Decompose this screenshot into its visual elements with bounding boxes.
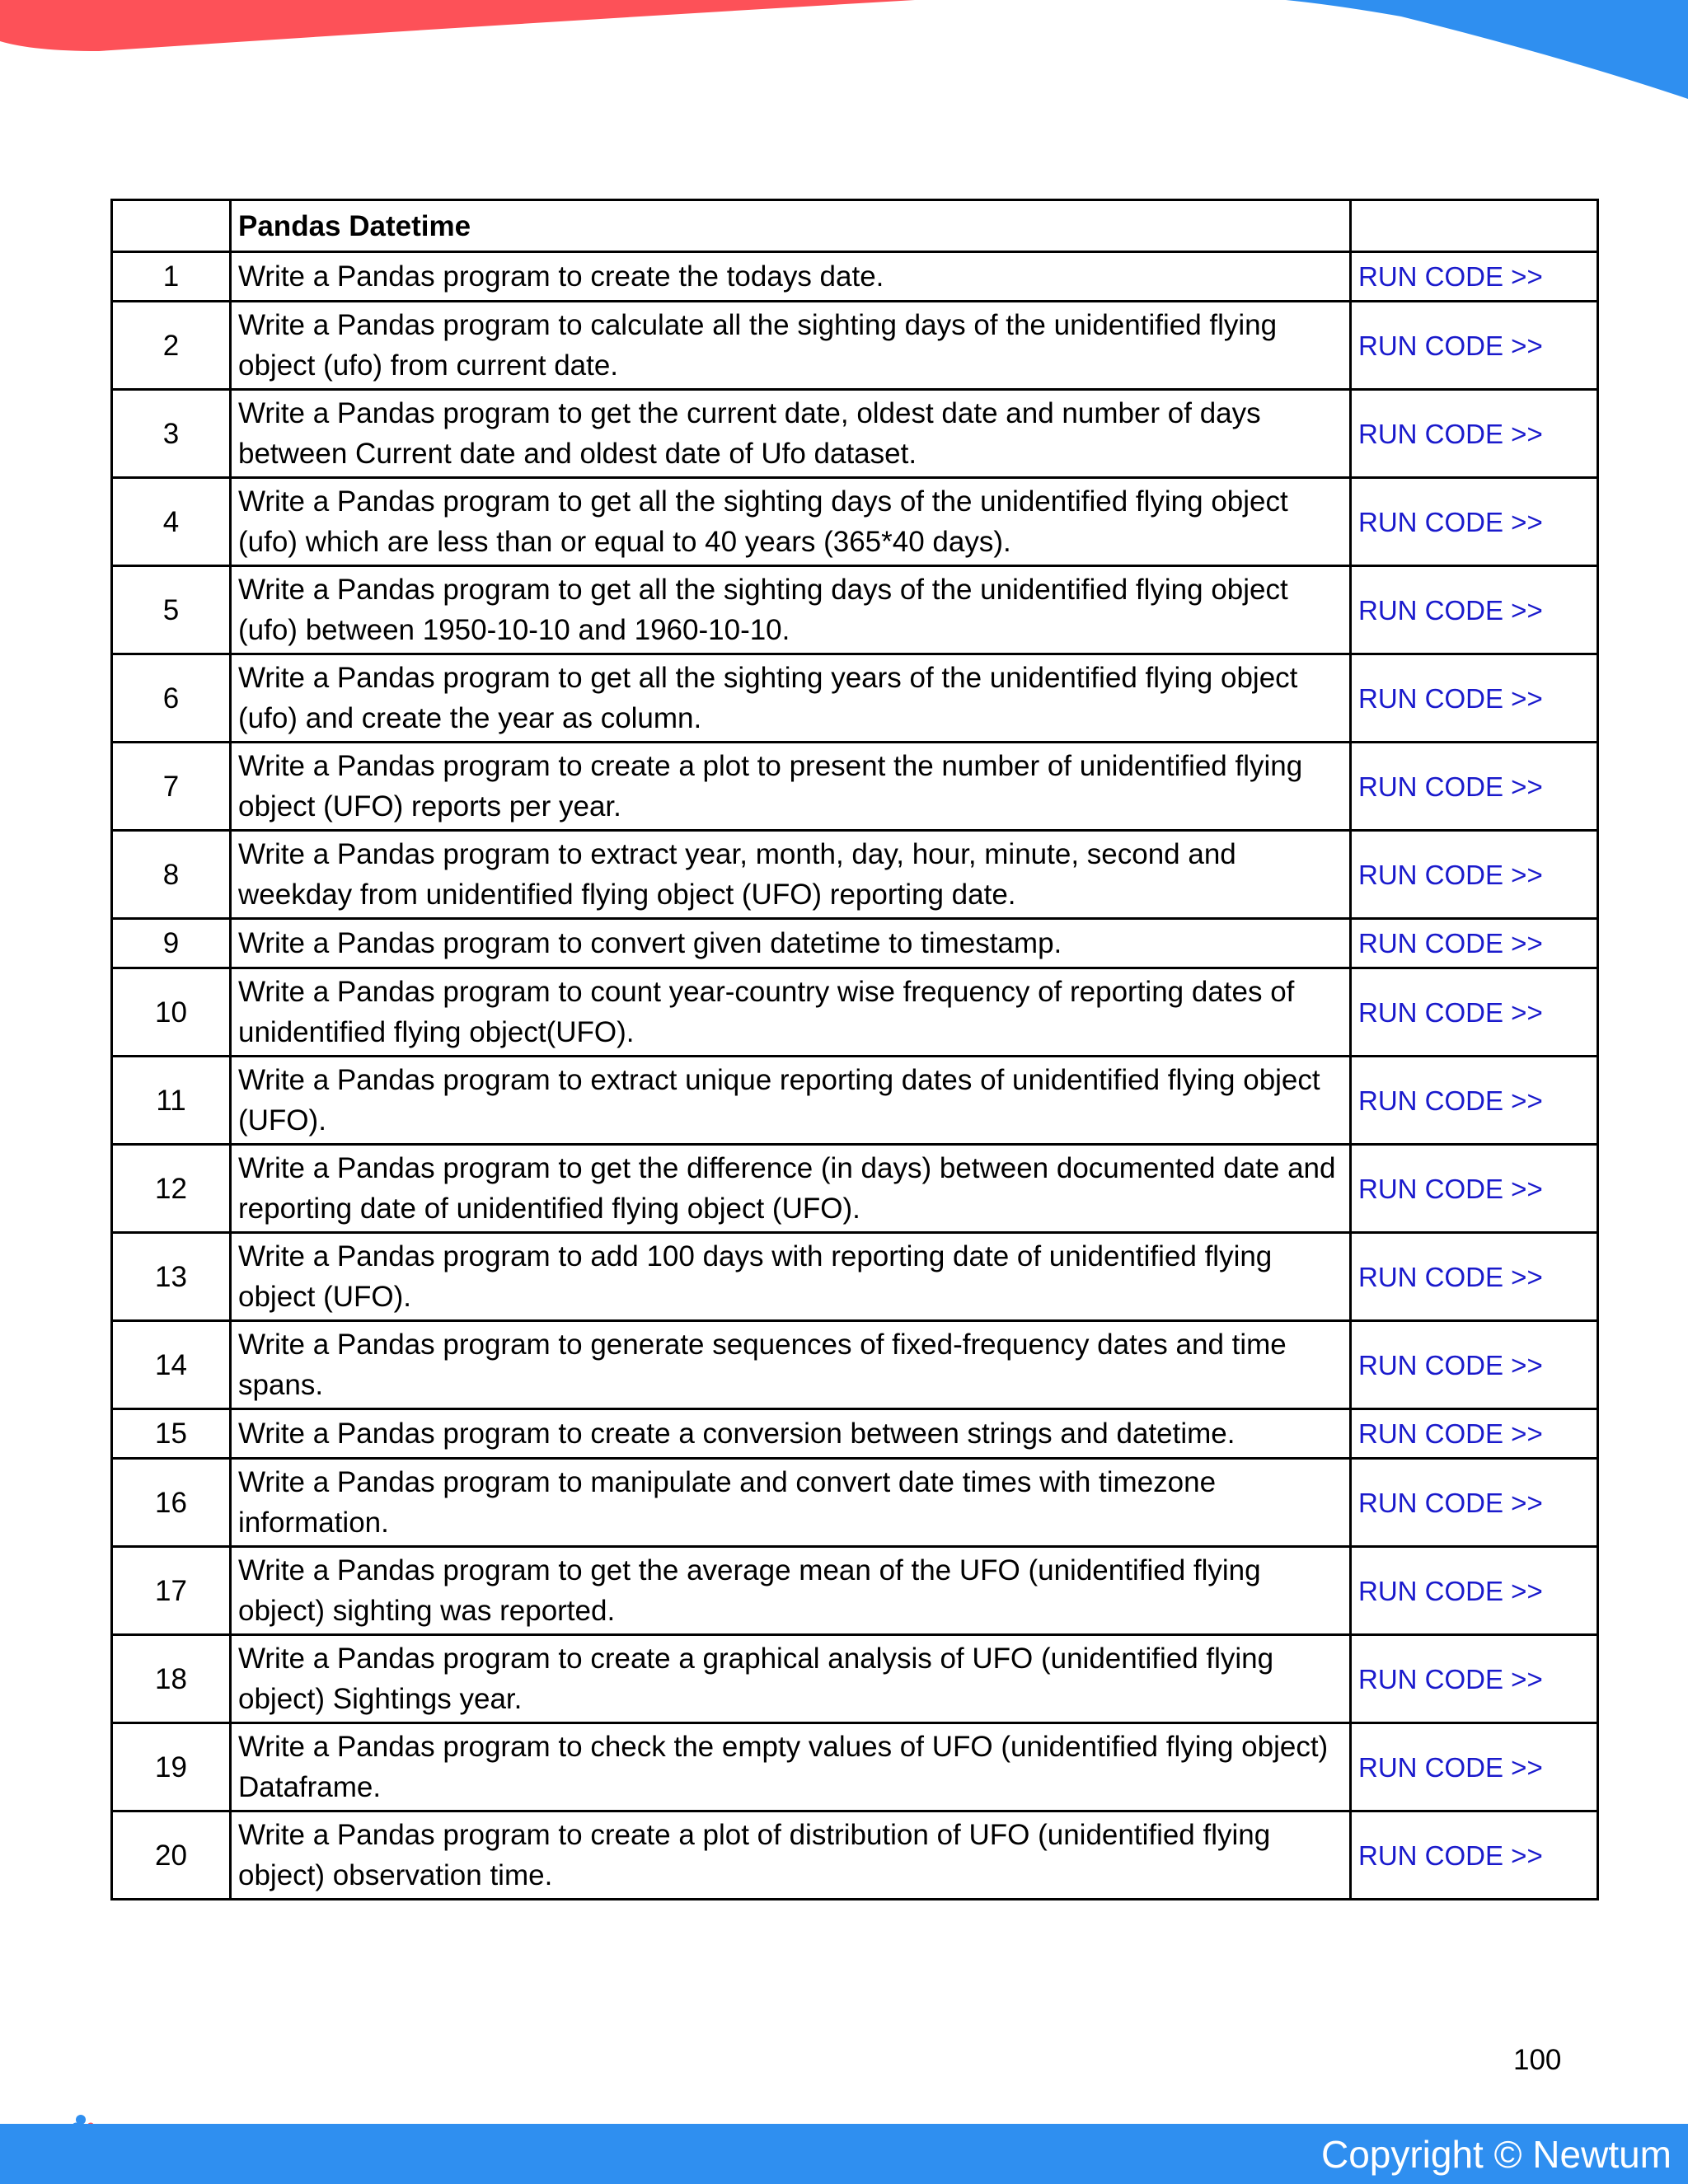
run-code-cell [1351, 1723, 1598, 1811]
exercise-description: Write a Pandas program to create a plot of distribution of UFO (unidentified flying object) observation time. [231, 1811, 1351, 1900]
table-header-row [112, 200, 1598, 252]
table-row [112, 1811, 1598, 1900]
run-code-link[interactable]: RUN CODE >> [1358, 1349, 1543, 1380]
run-code-cell [1351, 1057, 1598, 1145]
run-code-link[interactable]: RUN CODE >> [1358, 682, 1543, 714]
run-code-link[interactable]: RUN CODE >> [1358, 928, 1543, 958]
row-number: 7 [112, 743, 231, 831]
header-empty-cell [1351, 200, 1598, 252]
run-code-cell [1351, 1547, 1598, 1635]
table-row [112, 968, 1598, 1057]
run-code-link[interactable]: RUN CODE >> [1358, 506, 1543, 537]
row-number: 6 [112, 654, 231, 743]
table-row [112, 1635, 1598, 1723]
run-code-cell [1351, 566, 1598, 654]
red-wave [0, 0, 915, 51]
exercise-description: Write a Pandas program to extract unique reporting dates of unidentified flying object (UFO). [231, 1057, 1351, 1145]
exercise-description: Write a Pandas program to get the current date, oldest date and number of days between Current date and oldest date of Ufo dataset. [231, 390, 1351, 478]
exercise-description: Write a Pandas program to count year-country wise frequency of reporting dates of unidentified flying object(UFO). [231, 968, 1351, 1057]
run-code-link[interactable]: RUN CODE >> [1358, 771, 1543, 802]
table-row [112, 831, 1598, 919]
row-number: 17 [112, 1547, 231, 1635]
page-number: 100 [1513, 2044, 1562, 2076]
run-code-link[interactable]: RUN CODE >> [1358, 1487, 1543, 1518]
exercise-description: Write a Pandas program to get the average mean of the UFO (unidentified flying object) sighting was reported. [231, 1547, 1351, 1635]
row-number: 1 [112, 252, 231, 302]
run-code-cell [1351, 1811, 1598, 1900]
row-number: 16 [112, 1459, 231, 1547]
run-code-link[interactable]: RUN CODE >> [1358, 330, 1543, 361]
run-code-link[interactable]: RUN CODE >> [1358, 859, 1543, 890]
exercise-description: Write a Pandas program to check the empty values of UFO (unidentified flying object) Dataframe. [231, 1723, 1351, 1811]
run-code-cell [1351, 919, 1598, 968]
row-number: 10 [112, 968, 231, 1057]
run-code-link[interactable]: RUN CODE >> [1358, 261, 1543, 292]
exercise-description: Write a Pandas program to create a plot to present the number of unidentified flying object (UFO) reports per year. [231, 743, 1351, 831]
row-number: 14 [112, 1321, 231, 1409]
table-row [112, 302, 1598, 390]
row-number: 2 [112, 302, 231, 390]
header-decoration [0, 0, 1688, 107]
run-code-link[interactable]: RUN CODE >> [1358, 1840, 1543, 1871]
table-row [112, 390, 1598, 478]
exercise-description: Write a Pandas program to extract year, month, day, hour, minute, second and weekday from unidentified flying object (UFO) reporting date. [231, 831, 1351, 919]
table-row [112, 1321, 1598, 1409]
table-row [112, 1233, 1598, 1321]
row-number: 8 [112, 831, 231, 919]
exercise-description: Write a Pandas program to create a conversion between strings and datetime. [231, 1409, 1351, 1459]
row-number: 9 [112, 919, 231, 968]
table-row [112, 478, 1598, 566]
row-number: 12 [112, 1145, 231, 1233]
row-number: 13 [112, 1233, 231, 1321]
exercise-description: Write a Pandas program to get all the sighting days of the unidentified flying object (ufo) which are less than or equal to 40 years (365*40 days). [231, 478, 1351, 566]
exercise-description: Write a Pandas program to add 100 days with reporting date of unidentified flying object (UFO). [231, 1233, 1351, 1321]
exercise-description: Write a Pandas program to get all the sighting days of the unidentified flying object (ufo) between 1950-10-10 and 1960-10-10. [231, 566, 1351, 654]
run-code-link[interactable]: RUN CODE >> [1358, 1173, 1543, 1204]
row-number: 19 [112, 1723, 231, 1811]
exercise-description: Write a Pandas program to get the difference (in days) between documented date and reporting date of unidentified flying object (UFO). [231, 1145, 1351, 1233]
run-code-link[interactable]: RUN CODE >> [1358, 1663, 1543, 1694]
run-code-cell [1351, 654, 1598, 743]
run-code-cell [1351, 302, 1598, 390]
run-code-cell [1351, 743, 1598, 831]
exercise-description: Write a Pandas program to create a graphical analysis of UFO (unidentified flying object) Sightings year. [231, 1635, 1351, 1723]
table-row [112, 1409, 1598, 1459]
exercise-description: Write a Pandas program to manipulate and convert date times with timezone information. [231, 1459, 1351, 1547]
row-number: 20 [112, 1811, 231, 1900]
run-code-link[interactable]: RUN CODE >> [1358, 1751, 1543, 1783]
run-code-link[interactable]: RUN CODE >> [1358, 1418, 1543, 1449]
table-row [112, 743, 1598, 831]
run-code-cell [1351, 1409, 1598, 1459]
table-row [112, 1057, 1598, 1145]
row-number: 5 [112, 566, 231, 654]
run-code-cell [1351, 1145, 1598, 1233]
table-row [112, 252, 1598, 302]
row-number: 3 [112, 390, 231, 478]
table-row [112, 1459, 1598, 1547]
table-row [112, 1145, 1598, 1233]
exercise-description: Write a Pandas program to generate sequences of fixed-frequency dates and time spans. [231, 1321, 1351, 1409]
exercise-description: Write a Pandas program to create the todays date. [231, 252, 1351, 302]
run-code-link[interactable]: RUN CODE >> [1358, 1261, 1543, 1292]
copyright-text: Copyright © Newtum [1320, 2133, 1672, 2176]
row-number: 11 [112, 1057, 231, 1145]
run-code-cell [1351, 390, 1598, 478]
exercise-table [110, 199, 1599, 1900]
table-row [112, 654, 1598, 743]
blue-wave [1286, 0, 1688, 99]
row-number: 15 [112, 1409, 231, 1459]
table-title: Pandas Datetime [231, 200, 1351, 252]
run-code-cell [1351, 1321, 1598, 1409]
run-code-link[interactable]: RUN CODE >> [1358, 1085, 1543, 1116]
table-row [112, 566, 1598, 654]
row-number: 4 [112, 478, 231, 566]
run-code-link[interactable]: RUN CODE >> [1358, 594, 1543, 626]
run-code-link[interactable]: RUN CODE >> [1358, 418, 1543, 449]
run-code-cell [1351, 1233, 1598, 1321]
exercise-description: Write a Pandas program to convert given datetime to timestamp. [231, 919, 1351, 968]
run-code-cell [1351, 478, 1598, 566]
run-code-cell [1351, 1635, 1598, 1723]
row-number: 18 [112, 1635, 231, 1723]
table-row [112, 1723, 1598, 1811]
header-empty-cell [112, 200, 231, 252]
run-code-cell [1351, 968, 1598, 1057]
run-code-cell [1351, 1459, 1598, 1547]
exercise-description: Write a Pandas program to calculate all the sighting days of the unidentified flying object (ufo) from current date. [231, 302, 1351, 390]
run-code-cell [1351, 831, 1598, 919]
table-row [112, 1547, 1598, 1635]
run-code-cell [1351, 252, 1598, 302]
exercise-description: Write a Pandas program to get all the sighting years of the unidentified flying object (ufo) and create the year as column. [231, 654, 1351, 743]
table-row [112, 919, 1598, 968]
run-code-link[interactable]: RUN CODE >> [1358, 1575, 1543, 1606]
run-code-link[interactable]: RUN CODE >> [1358, 996, 1543, 1028]
